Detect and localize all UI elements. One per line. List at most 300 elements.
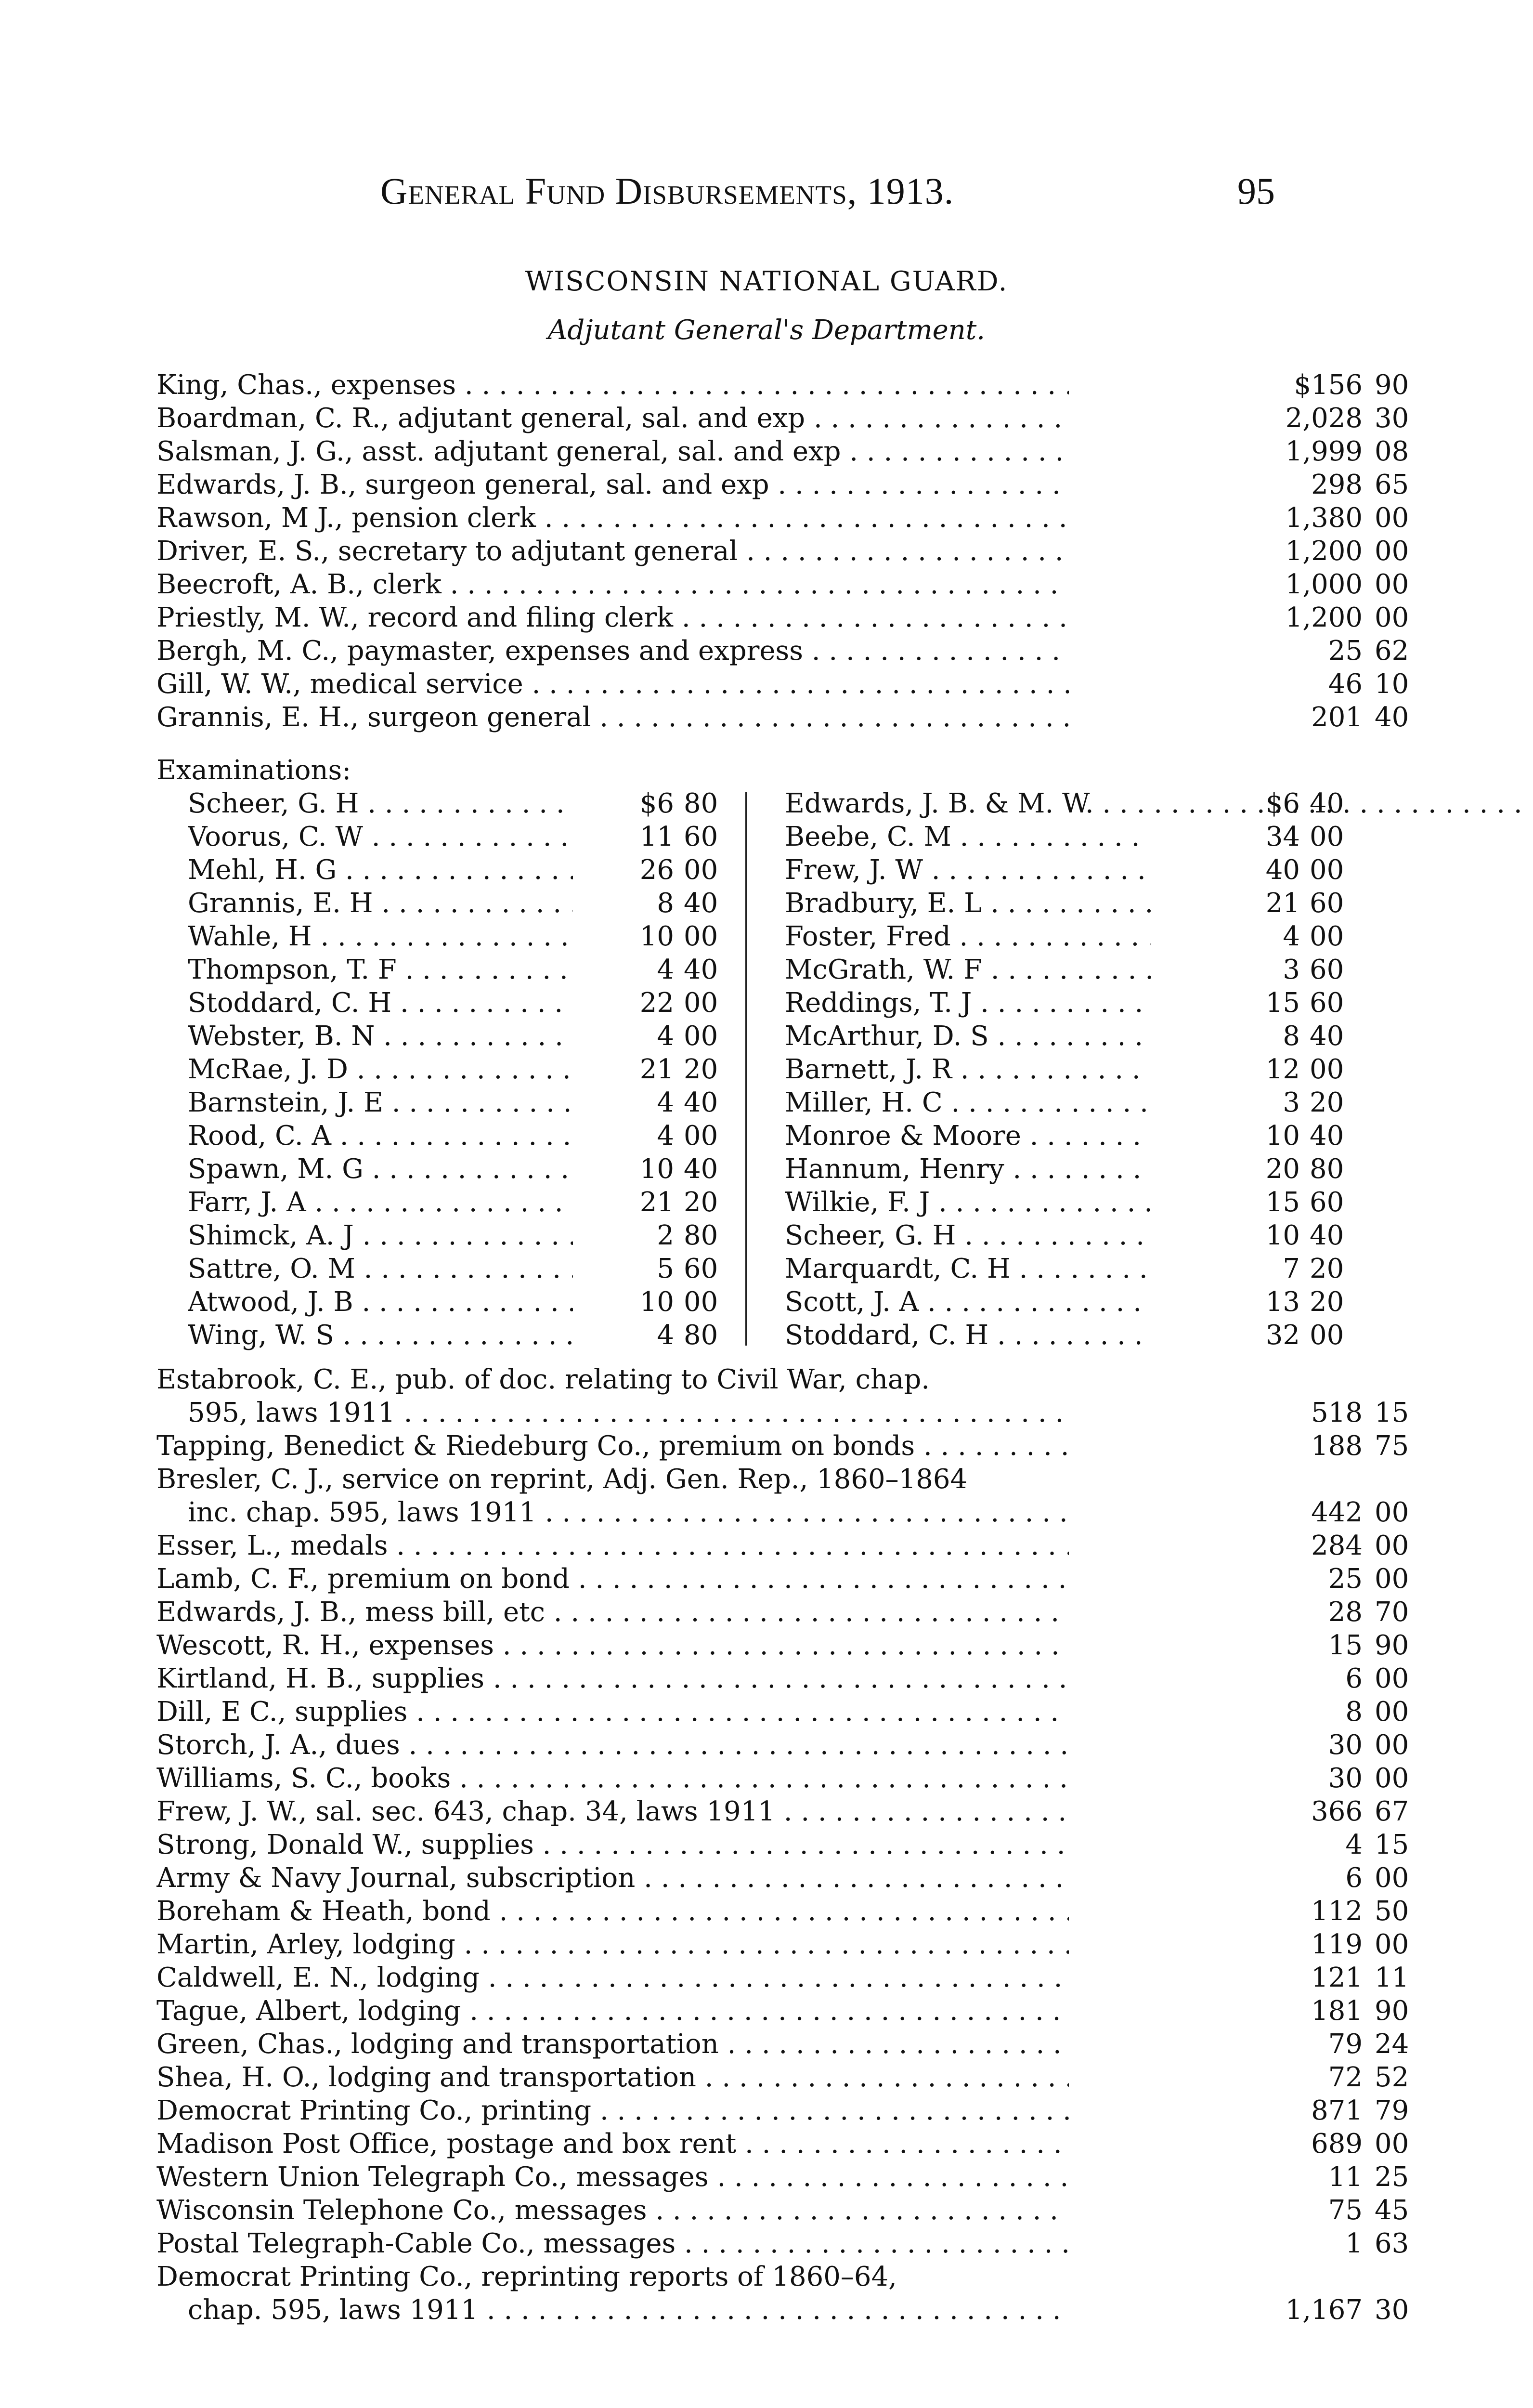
exam-cents: 00: [684, 1021, 718, 1052]
entry-dollars: 442: [1311, 1497, 1363, 1528]
exam-cents: 20: [1310, 1253, 1344, 1284]
exam-dollars: 4: [657, 1120, 674, 1152]
entry-cents: 90: [1375, 1995, 1409, 2027]
entry-cents: 79: [1375, 2095, 1409, 2126]
exam-row: [785, 1119, 1377, 1152]
exam-name: Bradbury, E. L . . .: [785, 887, 1151, 920]
bottom-ledger: [156, 1363, 1409, 2327]
ledger-row: [156, 468, 1409, 501]
exam-name: Wilkie, F. J . . .: [785, 1186, 1151, 1219]
entry-dollars: 28: [1328, 1597, 1363, 1628]
entry-cents: 00: [1375, 1696, 1409, 1727]
exam-dollars: 22: [639, 987, 674, 1019]
exam-cents: 40: [1310, 1021, 1344, 1052]
entry-dollars: 284: [1311, 1530, 1363, 1561]
exam-name: Beebe, C. M . . .: [785, 820, 1151, 853]
ledger-row: [156, 601, 1409, 634]
entry-label: Tapping, Benedict & Riedeburg Co., premium on bonds . . .: [156, 1429, 1069, 1463]
exam-dollars: 3: [1283, 954, 1300, 985]
entry-cents: 00: [1375, 2128, 1409, 2159]
exam-name: Grannis, E. H . . .: [188, 887, 573, 920]
ledger-row: [156, 2160, 1409, 2194]
entry-cents: 15: [1375, 1829, 1409, 1860]
entry-cents: 62: [1375, 635, 1409, 667]
entry-label: Lamb, C. F., premium on bond . . .: [156, 1562, 1069, 1596]
exam-cents: 00: [1310, 821, 1344, 852]
examinations-heading: Examinations:: [156, 755, 351, 786]
ledger-row: [156, 1429, 1409, 1463]
exam-cents: 00: [1310, 1320, 1344, 1351]
entry-dollars: 4: [1345, 1829, 1363, 1860]
exam-cents: 40: [1310, 788, 1344, 819]
exam-cents: 40: [1310, 1220, 1344, 1251]
entry-dollars: 6: [1345, 1862, 1363, 1894]
entry-dollars: 72: [1328, 2062, 1363, 2093]
exam-name: Monroe & Moore . . .: [785, 1119, 1151, 1152]
entry-cents: 63: [1375, 2228, 1409, 2259]
ledger-row: [156, 1928, 1409, 1961]
entry-cents: 00: [1375, 536, 1409, 567]
entry-cents: 24: [1375, 2028, 1409, 2060]
entry-dollars: 15: [1328, 1630, 1363, 1661]
exam-row: [785, 986, 1377, 1020]
exam-cents: 00: [1310, 854, 1344, 886]
exam-name: Mehl, H. G . . .: [188, 853, 573, 887]
exam-name: Stoddard, C. H . . .: [785, 1319, 1151, 1352]
entry-dollars: 6: [1345, 1663, 1363, 1694]
exam-cents: 80: [684, 1320, 718, 1351]
entry-cents: 40: [1375, 702, 1409, 733]
exam-dollars: 3: [1283, 1087, 1300, 1118]
ledger-row: [156, 1895, 1409, 1928]
entry-label: Frew, J. W., sal. sec. 643, chap. 34, laws 1911 . . .: [156, 1795, 1069, 1828]
entry-dollars: 1,380: [1285, 502, 1363, 534]
top-ledger: [156, 368, 1409, 734]
entry-label: Madison Post Office, postage and box rent . . .: [156, 2127, 1069, 2160]
exam-dollars: 4: [657, 1021, 674, 1052]
exam-row: [188, 1053, 732, 1086]
entry-label: Martin, Arley, lodging . . .: [156, 1928, 1069, 1961]
exam-name: Reddings, T. J . . .: [785, 986, 1151, 1020]
ledger-row: [156, 701, 1409, 734]
entry-label: Tague, Albert, lodging . . .: [156, 1994, 1069, 2028]
entry-dollars: 1: [1345, 2228, 1363, 2259]
ledger-row: [156, 1629, 1409, 1662]
entry-dollars: 1,000: [1285, 569, 1363, 600]
entry-label: Democrat Printing Co., printing . . .: [156, 2094, 1069, 2127]
ledger-row: [156, 634, 1409, 667]
entry-label: Gill, W. W., medical service . . .: [156, 667, 1069, 701]
exam-dollars: 8: [657, 888, 674, 919]
exam-dollars: 4: [657, 1087, 674, 1118]
exam-row: [785, 1053, 1377, 1086]
exam-name: Miller, H. C . . .: [785, 1086, 1151, 1119]
entry-dollars: 689: [1311, 2128, 1363, 2159]
entry-label: Storch, J. A., dues . . .: [156, 1728, 1069, 1762]
exam-name: Foster, Fred . . .: [785, 920, 1151, 953]
exam-row: [785, 1152, 1377, 1186]
exam-dollars: 12: [1265, 1054, 1300, 1085]
exam-dollars: 10: [1265, 1120, 1300, 1152]
exam-dollars: $6: [639, 788, 674, 819]
entry-cents: 00: [1375, 1862, 1409, 1894]
entry-cents: 90: [1375, 1630, 1409, 1661]
entry-dollars: 79: [1328, 2028, 1363, 2060]
ledger-row: [156, 2127, 1409, 2160]
exam-row: [188, 1252, 732, 1285]
exam-cents: 00: [1310, 1054, 1344, 1085]
exam-row: [785, 1186, 1377, 1219]
exam-dollars: 32: [1265, 1320, 1300, 1351]
entry-dollars: 2,028: [1285, 403, 1363, 434]
ledger-row: [156, 435, 1409, 468]
exam-name: Marquardt, C. H . . .: [785, 1252, 1151, 1285]
entry-dollars: 30: [1328, 1729, 1363, 1761]
exam-row: [785, 1086, 1377, 1119]
exam-dollars: 5: [657, 1253, 674, 1284]
exam-row: [785, 787, 1377, 820]
entry-cents: 00: [1375, 602, 1409, 633]
exam-name: Spawn, M. G . . .: [188, 1152, 573, 1186]
exam-row: [188, 1219, 732, 1252]
entry-dollars: 75: [1328, 2195, 1363, 2226]
examinations-section: [156, 754, 1377, 1352]
exam-cents: 00: [684, 987, 718, 1019]
exam-dollars: 20: [1265, 1153, 1300, 1185]
ledger-row: [156, 2028, 1409, 2061]
entry-label: Kirtland, H. B., supplies . . .: [156, 1662, 1069, 1695]
ledger-row: [156, 2061, 1409, 2094]
entry-label: Edwards, J. B., surgeon general, sal. and exp . . .: [156, 468, 1069, 501]
entry-cents: 52: [1375, 2062, 1409, 2093]
exam-name: Atwood, J. B . . .: [188, 1285, 573, 1319]
entry-cents: 30: [1375, 2294, 1409, 2326]
entry-label: Green, Chas., lodging and transportation . . .: [156, 2028, 1069, 2061]
exam-dollars: 21: [639, 1054, 674, 1085]
entry-label: Army & Navy Journal, subscription . . .: [156, 1861, 1069, 1895]
entry-cents: 67: [1375, 1796, 1409, 1827]
entry-label: King, Chas., expenses . . .: [156, 368, 1069, 402]
exam-row: [785, 1020, 1377, 1053]
exam-cents: 40: [684, 1153, 718, 1185]
entry-label-line1: Bresler, C. J., service on reprint, Adj. Gen. Rep., 1860–1864: [156, 1464, 968, 1495]
exam-name: Stoddard, C. H . . .: [188, 986, 573, 1020]
entry-dollars: 30: [1328, 1763, 1363, 1794]
entry-label: Grannis, E. H., surgeon general . . .: [156, 701, 1069, 734]
exam-row: [188, 1152, 732, 1186]
entry-cents: 08: [1375, 436, 1409, 467]
entry-dollars: 518: [1311, 1397, 1363, 1428]
entry-cents: 10: [1375, 668, 1409, 700]
entry-label: Driver, E. S., secretary to adjutant general . . .: [156, 535, 1069, 568]
entry-label: Edwards, J. B., mess bill, etc . . .: [156, 1596, 1069, 1629]
entry-cents: 15: [1375, 1397, 1409, 1428]
column-divider: [745, 792, 747, 1346]
exam-dollars: 10: [639, 1286, 674, 1318]
entry-label: Salsman, J. G., asst. adjutant general, sal. and exp . . .: [156, 435, 1069, 468]
exam-dollars: 7: [1283, 1253, 1300, 1284]
entry-cents: 00: [1375, 1663, 1409, 1694]
ledger-row-line1: [156, 1463, 1377, 1496]
exam-dollars: 2: [657, 1220, 674, 1251]
exam-cents: 20: [684, 1187, 718, 1218]
ledger-row: [156, 2194, 1409, 2227]
ledger-row: [156, 402, 1409, 435]
exam-name: Wahle, H . . .: [188, 920, 573, 953]
entry-dollars: 11: [1328, 2161, 1363, 2193]
ledger-row: [156, 1396, 1409, 1429]
exam-row: [188, 820, 732, 853]
entry-dollars: 1,200: [1285, 536, 1363, 567]
exam-cents: 40: [684, 954, 718, 985]
exam-dollars: 15: [1265, 1187, 1300, 1218]
section-subtitle: Adjutant General's Department.: [547, 314, 986, 346]
exam-name: Farr, J. A . . .: [188, 1186, 573, 1219]
entry-dollars: 25: [1328, 635, 1363, 667]
exam-name: Frew, J. W . . .: [785, 853, 1151, 887]
exam-row: [188, 1020, 732, 1053]
exam-dollars: 10: [639, 1153, 674, 1185]
ledger-row: [156, 1496, 1409, 1529]
ledger-row: [156, 1562, 1409, 1596]
exam-cents: 60: [1310, 987, 1344, 1019]
entry-label: Wisconsin Telephone Co., messages . . .: [156, 2194, 1069, 2227]
exam-row: [188, 1086, 732, 1119]
running-head: [0, 170, 1533, 213]
entry-cents: 75: [1375, 1430, 1409, 1462]
entry-label: Strong, Donald W., supplies . . .: [156, 1828, 1069, 1861]
exam-name: Barnett, J. R . . .: [785, 1053, 1151, 1086]
ledger-row: [156, 2094, 1409, 2127]
exam-row: [785, 1252, 1377, 1285]
entry-cents: 65: [1375, 469, 1409, 500]
entry-cents: 00: [1375, 1530, 1409, 1561]
exam-dollars: 40: [1265, 854, 1300, 886]
exam-row: [188, 853, 732, 887]
exam-dollars: 10: [639, 921, 674, 952]
exam-row: [785, 853, 1377, 887]
exam-dollars: 8: [1283, 1021, 1300, 1052]
entry-label: Priestly, M. W., record and filing clerk . . .: [156, 601, 1069, 634]
ledger-row: [156, 501, 1409, 535]
entry-cents: 11: [1375, 1962, 1409, 1993]
exam-cents: 00: [684, 1120, 718, 1152]
exam-dollars: 26: [639, 854, 674, 886]
entry-label: Western Union Telegraph Co., messages . . .: [156, 2160, 1069, 2194]
entry-label: Boreham & Heath, bond . . .: [156, 1895, 1069, 1928]
ledger-row: [156, 1695, 1409, 1728]
exam-name: Edwards, J. B. & M. W. . . .: [785, 787, 1151, 820]
exam-row: [785, 1285, 1377, 1319]
entry-label: Bergh, M. C., paymaster, expenses and express . . .: [156, 634, 1069, 667]
examinations-columns: [156, 787, 1377, 1352]
entry-cents: 45: [1375, 2195, 1409, 2226]
exam-cents: 80: [684, 1220, 718, 1251]
exam-cents: 20: [1310, 1087, 1344, 1118]
exam-name: Hannum, Henry . . .: [785, 1152, 1151, 1186]
exam-dollars: 15: [1265, 987, 1300, 1019]
exam-cents: 60: [1310, 888, 1344, 919]
exam-dollars: $6: [1265, 788, 1300, 819]
exam-dollars: 13: [1265, 1286, 1300, 1318]
entry-label: Postal Telegraph-Cable Co., messages . . .: [156, 2227, 1069, 2260]
entry-dollars: 8: [1345, 1696, 1363, 1727]
ledger-row: [156, 2293, 1409, 2327]
entry-cents: 90: [1375, 369, 1409, 401]
entry-dollars: 121: [1311, 1962, 1363, 1993]
ledger-row: [156, 1596, 1409, 1629]
exam-name: Barnstein, J. E . . .: [188, 1086, 573, 1119]
entry-label-line1: Democrat Printing Co., reprinting reports of 1860–64,: [156, 2261, 897, 2292]
exam-name: Wing, W. S . . .: [188, 1319, 573, 1352]
entry-dollars: 201: [1311, 702, 1363, 733]
exam-row: [188, 1285, 732, 1319]
exam-dollars: 4: [657, 954, 674, 985]
exam-row: [785, 920, 1377, 953]
exam-cents: 20: [684, 1054, 718, 1085]
exam-name: Scheer, G. H . . .: [188, 787, 573, 820]
exam-dollars: 34: [1265, 821, 1300, 852]
entry-label: Williams, S. C., books . . .: [156, 1762, 1069, 1795]
exam-row: [188, 953, 732, 986]
entry-dollars: 188: [1311, 1430, 1363, 1462]
ledger-row: [156, 1728, 1409, 1762]
entry-dollars: 46: [1328, 668, 1363, 700]
ledger-row: [156, 368, 1409, 402]
exam-name: Voorus, C. W . . .: [188, 820, 573, 853]
exam-cents: 80: [1310, 1153, 1344, 1185]
entry-cents: 00: [1375, 1563, 1409, 1595]
ledger-row: [156, 1795, 1409, 1828]
entry-label: Shea, H. O., lodging and transportation . . .: [156, 2061, 1069, 2094]
exam-name: Webster, B. N . . .: [188, 1020, 573, 1053]
exam-row: [785, 1219, 1377, 1252]
exam-cents: 40: [1310, 1120, 1344, 1152]
exam-row: [188, 787, 732, 820]
entry-cents: 50: [1375, 1896, 1409, 1927]
section-title: WISCONSIN NATIONAL GUARD.: [525, 266, 1008, 297]
entry-label: Beecroft, A. B., clerk . . .: [156, 568, 1069, 601]
exam-cents: 20: [1310, 1286, 1344, 1318]
entry-dollars: 298: [1311, 469, 1363, 500]
exam-cents: 60: [1310, 954, 1344, 985]
exam-row: [785, 820, 1377, 853]
exam-name: Scott, J. A . . .: [785, 1285, 1151, 1319]
entry-dollars: $156: [1294, 369, 1363, 401]
ledger-row: [156, 1662, 1409, 1695]
ledger-row: [156, 568, 1409, 601]
ledger-row: [156, 1994, 1409, 2028]
entry-cents: 25: [1375, 2161, 1409, 2193]
exam-row: [785, 1319, 1377, 1352]
examinations-right-column: [785, 787, 1377, 1352]
entry-dollars: 1,167: [1285, 2294, 1363, 2326]
exam-cents: 60: [1310, 1187, 1344, 1218]
exam-cents: 40: [684, 888, 718, 919]
exam-cents: 00: [684, 1286, 718, 1318]
ledger-row: [156, 2227, 1409, 2260]
exam-row: [785, 887, 1377, 920]
exam-name: McGrath, W. F . . .: [785, 953, 1151, 986]
exam-cents: 00: [1310, 921, 1344, 952]
ledger-row: [156, 1828, 1409, 1861]
exam-dollars: 10: [1265, 1220, 1300, 1251]
entry-label: Dill, E C., supplies . . .: [156, 1695, 1069, 1728]
ledger-row: [156, 1861, 1409, 1895]
entry-dollars: 871: [1311, 2095, 1363, 2126]
entry-cents: 00: [1375, 1763, 1409, 1794]
exam-row: [188, 920, 732, 953]
exam-row: [188, 1119, 732, 1152]
entry-cents: 00: [1375, 1929, 1409, 1960]
exam-dollars: 11: [639, 821, 674, 852]
entry-label-line1: Estabrook, C. E., pub. of doc. relating to Civil War, chap.: [156, 1364, 930, 1395]
ledger-row-line1: [156, 1363, 1377, 1396]
exam-row: [188, 887, 732, 920]
entry-label: chap. 595, laws 1911 . . .: [188, 2293, 1069, 2327]
entry-dollars: 366: [1311, 1796, 1363, 1827]
entry-label: inc. chap. 595, laws 1911 . . .: [188, 1496, 1069, 1529]
entry-label: Esser, L., medals . . .: [156, 1529, 1069, 1562]
exam-name: Scheer, G. H . . .: [785, 1219, 1151, 1252]
entry-cents: 30: [1375, 403, 1409, 434]
exam-name: Thompson, T. F . . .: [188, 953, 573, 986]
entry-dollars: 1,999: [1285, 436, 1363, 467]
exam-name: Rood, C. A . . .: [188, 1119, 573, 1152]
exam-cents: 80: [684, 788, 718, 819]
entry-label: 595, laws 1911 . . .: [188, 1396, 1069, 1429]
exam-name: Shimck, A. J . . .: [188, 1219, 573, 1252]
entry-dollars: 181: [1311, 1995, 1363, 2027]
entry-label: Caldwell, E. N., lodging . . .: [156, 1961, 1069, 1994]
page-number: 95: [1237, 170, 1275, 212]
exam-name: McRae, J. D . . .: [188, 1053, 573, 1086]
entry-cents: 00: [1375, 1729, 1409, 1761]
entry-dollars: 25: [1328, 1563, 1363, 1595]
exam-cents: 00: [684, 854, 718, 886]
exam-cents: 40: [684, 1087, 718, 1118]
entry-label: Rawson, M J., pension clerk . . .: [156, 501, 1069, 535]
exam-row: [188, 986, 732, 1020]
entry-cents: 00: [1375, 569, 1409, 600]
entry-label: Wescott, R. H., expenses . . .: [156, 1629, 1069, 1662]
exam-cents: 60: [684, 821, 718, 852]
entry-label: Boardman, C. R., adjutant general, sal. and exp . . .: [156, 402, 1069, 435]
ledger-row: [156, 535, 1409, 568]
exam-row: [785, 953, 1377, 986]
exam-cents: 00: [684, 921, 718, 952]
entry-dollars: 119: [1311, 1929, 1363, 1960]
ledger-row: [156, 1961, 1409, 1994]
exam-name: McArthur, D. S . . .: [785, 1020, 1151, 1053]
exam-row: [188, 1186, 732, 1219]
exam-dollars: 21: [1265, 888, 1300, 919]
entry-cents: 70: [1375, 1597, 1409, 1628]
entry-dollars: 112: [1311, 1896, 1363, 1927]
exam-name: Sattre, O. M . . .: [188, 1252, 573, 1285]
ledger-row: [156, 667, 1409, 701]
exam-dollars: 21: [639, 1187, 674, 1218]
ledger-row: [156, 1762, 1409, 1795]
examinations-left-column: [188, 787, 732, 1352]
running-head-title: General Fund Disbursements, 1913.: [380, 170, 954, 212]
entry-cents: 00: [1375, 1497, 1409, 1528]
entry-dollars: 1,200: [1285, 602, 1363, 633]
entry-cents: 00: [1375, 502, 1409, 534]
ledger-row-line1: [156, 2260, 1377, 2293]
exam-row: [188, 1319, 732, 1352]
ledger-row: [156, 1529, 1409, 1562]
